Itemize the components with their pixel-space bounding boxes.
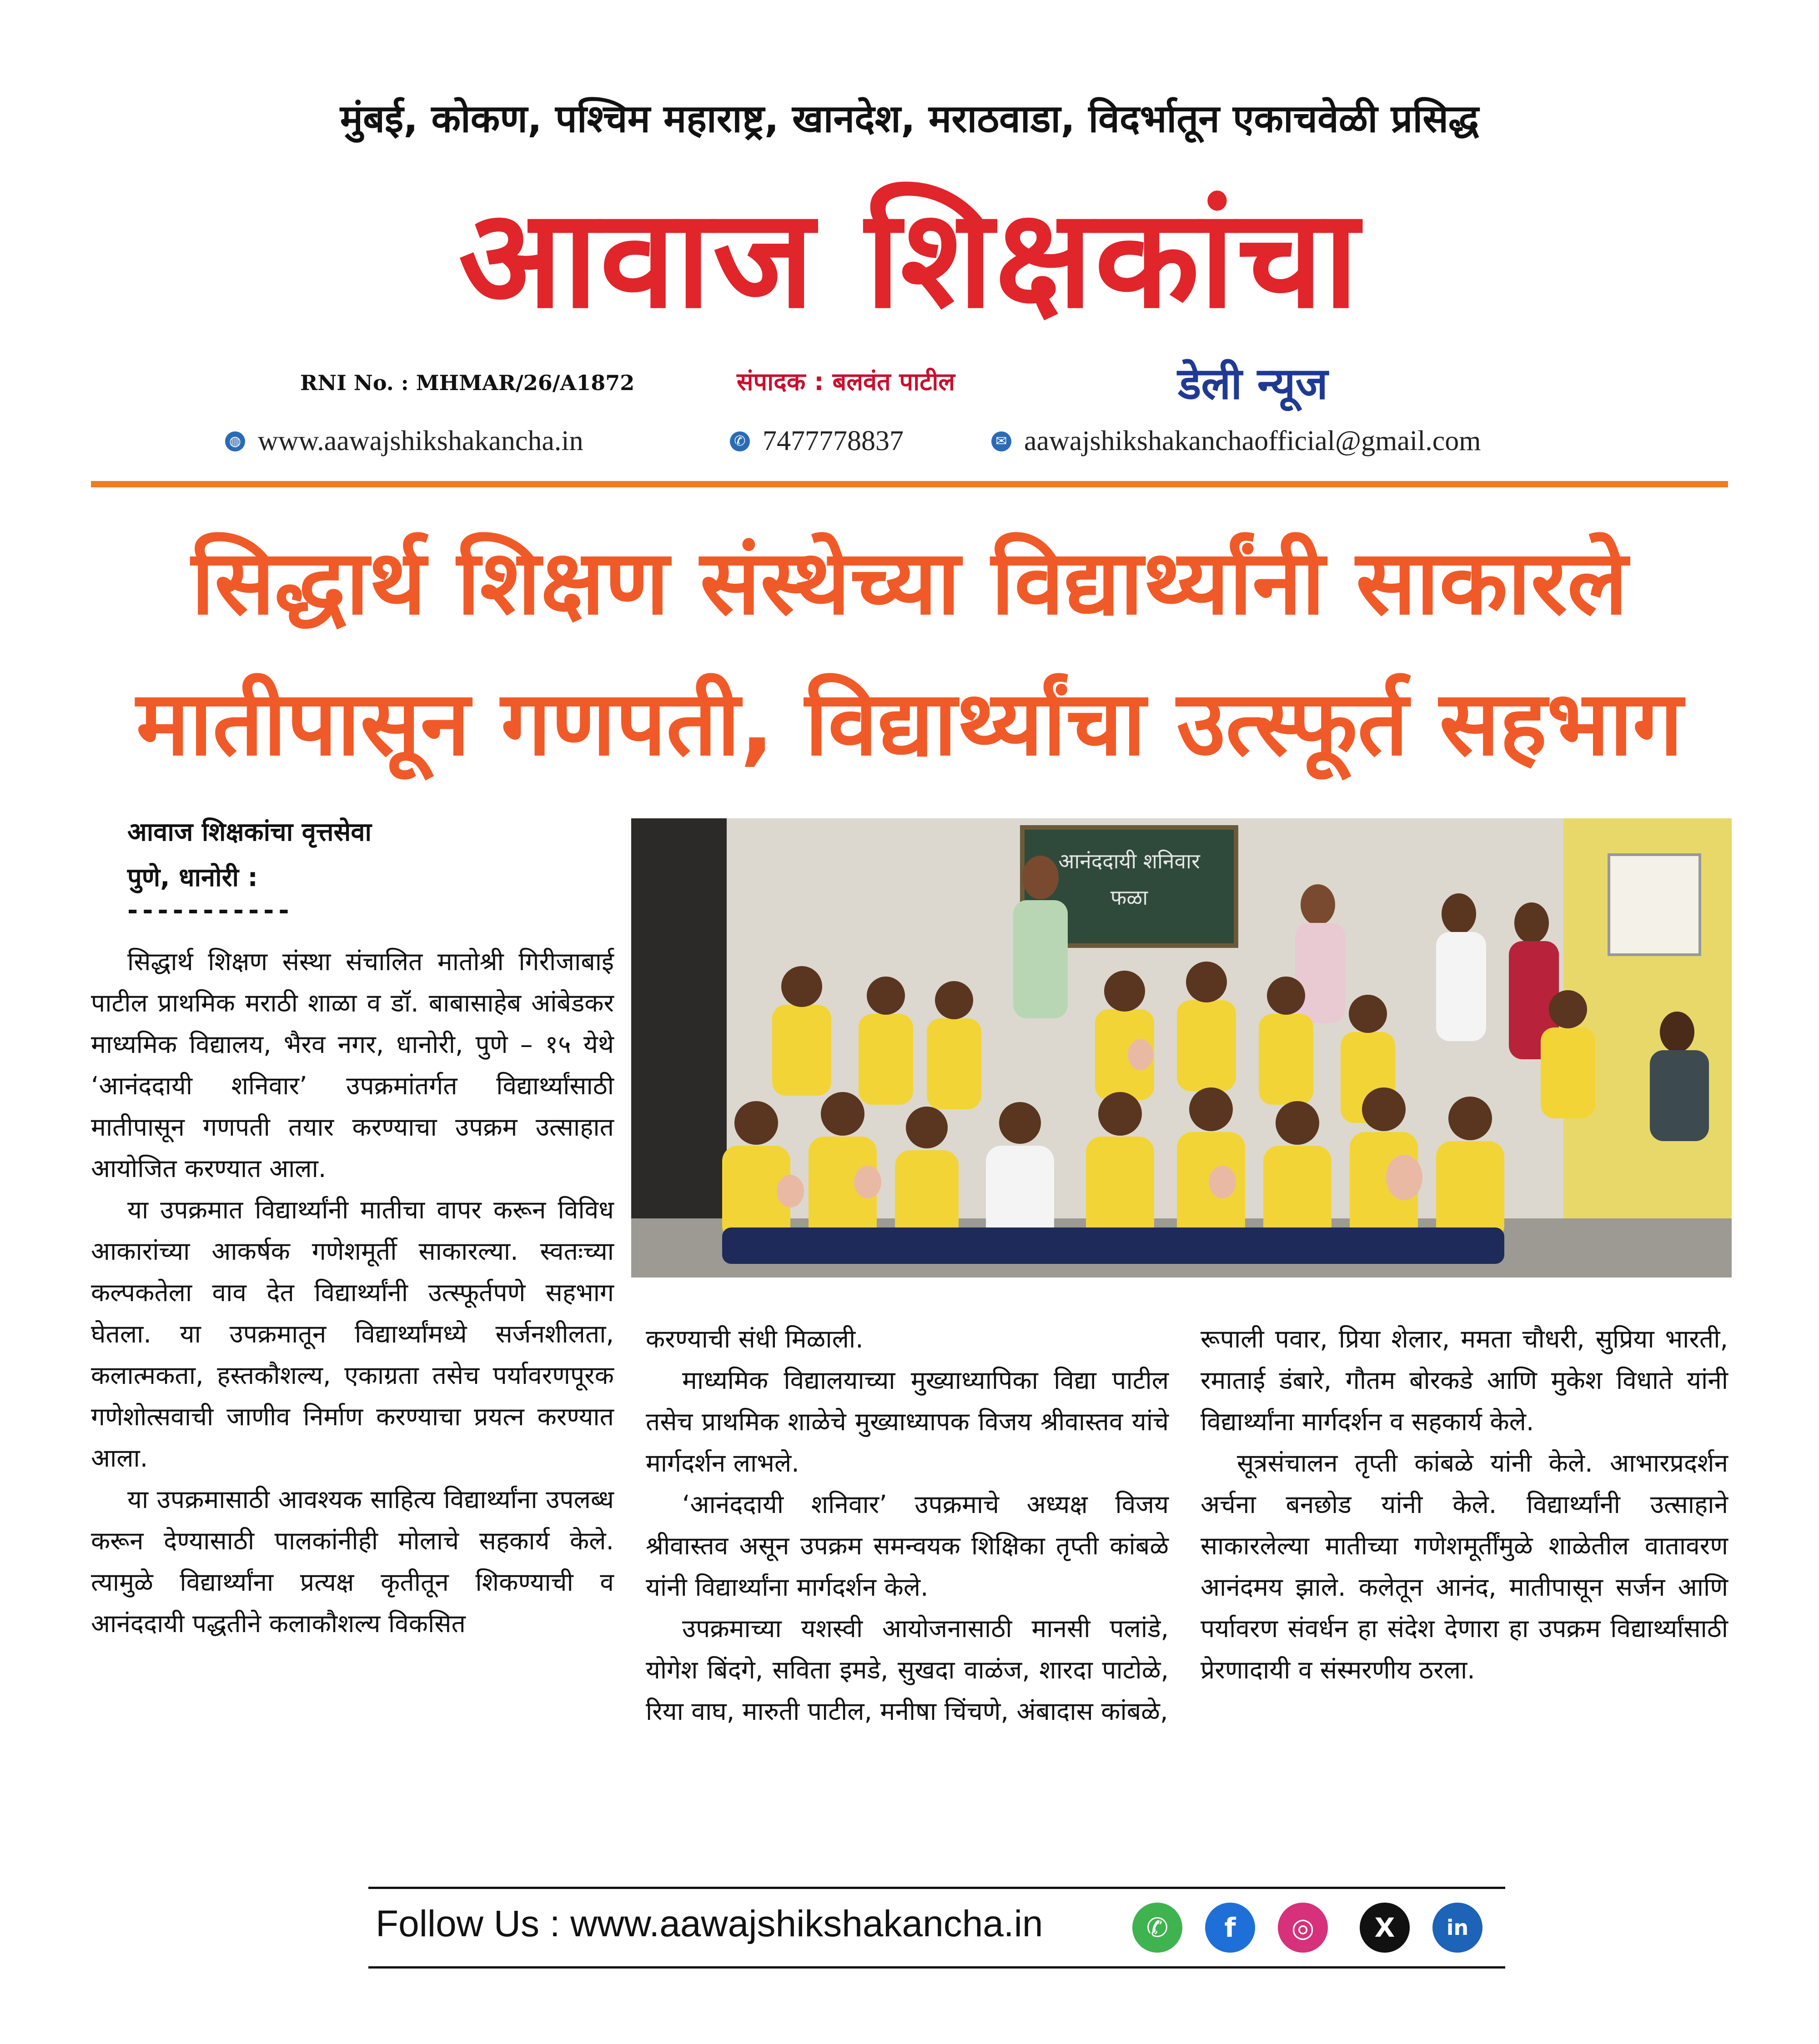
tagline: मुंबई, कोकण, पश्चिम महाराष्ट्र, खानदेश, मराठवाडा, विदर्भातून एकाचवेळी प्रसिद्ध <box>340 96 1479 141</box>
headline-line-2: मातीपासून गणपती, विद्यार्थ्यांचा उत्स्फूर्त सहभाग <box>136 672 1683 776</box>
masthead-title: आवाज शिक्षकांचा <box>458 180 1361 338</box>
paragraph: ‘आनंददायी शनिवार’ उपक्रमाचे अध्यक्ष विजय श्रीवास्तव असून उपक्रम समन्वयक शिक्षिका तृप्ती कांबळे यांनी विद्यार्थ्यांना मार्गदर्शन केले. <box>646 1490 1169 1602</box>
rni-number: RNI No. : MHMAR/26/A1872 <box>300 371 635 395</box>
headline-line-1: सिद्धार्थ शिक्षण संस्थेच्या विद्यार्थ्यांनी साकारले <box>191 531 1628 635</box>
x-icon[interactable]: X <box>1360 1903 1410 1953</box>
edition-label: डेली न्यूज <box>1178 358 1328 409</box>
paragraph: उपक्रमाच्या यशस्वी आयोजनासाठी मानसी पलांडे, योगेश बिंदगे, सविता इमडे, सुखदा वाळंज, शारदा पाटोळे, रिया वाघ, मारुती पाटील, मनीषा चिंचणे, अंबादास कांबळे, <box>646 1614 1169 1726</box>
header-divider <box>91 481 1728 487</box>
paragraph: करण्याची संधी मिळाली. <box>646 1324 864 1353</box>
email-contact[interactable] <box>991 425 1481 457</box>
phone-contact[interactable] <box>730 425 904 457</box>
editor-credit: संपादक : बलवंत पाटील <box>737 367 955 396</box>
article-column-2 <box>646 1318 1169 1732</box>
board-text-1: आनंददायी शनिवार <box>1058 849 1200 873</box>
globe-icon: ◍ <box>225 431 245 451</box>
article-column-3 <box>1201 1318 1728 1691</box>
dateline: पुणे, धानोरी : <box>127 863 258 892</box>
paragraph: या उपक्रमात विद्यार्थ्यांनी मातीचा वापर करून विविध आकारांच्या आकर्षक गणेशमूर्ती साकारल्या. स्वतःच्या कल्पकतेला वाव देत विद्यार्थ्यांनी उत्स्फूर्तपणे सहभाग घेतला. या उपक्रमातून विद्यार्थ्यांमध्ये सर्जनशीलता, कलात्मकता, हस्तकौशल्य, एकाग्रता तसेच पर्यावरणपूरक गणेशोत्सवाची जाणीव निर्माण करण्याचा प्रयत्न करण्यात आला. <box>91 1195 614 1473</box>
footer-top-rule <box>368 1887 1505 1889</box>
follow-us-text[interactable]: Follow Us : www.aawajshikshakancha.in <box>376 1903 1043 1944</box>
website-link[interactable]: www.aawajshikshakancha.in <box>258 426 583 456</box>
email-address[interactable]: aawajshikshakanchaofficial@gmail.com <box>1024 426 1481 456</box>
paragraph: रूपाली पवार, प्रिया शेलार, ममता चौधरी, सुप्रिया भारती, रमाताई डंबारे, गौतम बोरकडे आणि मुकेश विधाते यांनी विद्यार्थ्यांना मार्गदर्शन व सहकार्य केले. <box>1201 1324 1728 1436</box>
event-photo <box>631 818 1732 1278</box>
paragraph: या उपक्रमासाठी आवश्यक साहित्य विद्यार्थ्यांना उपलब्ध करून देण्यासाठी पालकांनीही मोलाचे सहकार्य केले. त्यामुळे विद्यार्थ्यांना प्रत्यक्ष कृतीतून शिकण्याची व आनंददायी पद्धतीने कलाकौशल्य विकसित <box>91 1485 614 1638</box>
facebook-icon[interactable]: f <box>1205 1903 1255 1953</box>
linkedin-icon[interactable]: in <box>1432 1903 1482 1953</box>
paragraph: माध्यमिक विद्यालयाच्या मुख्याध्यापिका विद्या पाटील तसेच प्राथमिक शाळेचे मुख्याध्यापक विजय श्रीवास्तव यांचे मार्गदर्शन लाभले. <box>646 1366 1169 1478</box>
board-text-2: फळा <box>1110 885 1148 910</box>
phone-icon: ✆ <box>730 431 750 451</box>
article-column-1 <box>91 941 614 1644</box>
phone-number[interactable]: 7477778837 <box>763 426 904 456</box>
byline: आवाज शिक्षकांचा वृत्तसेवा <box>127 817 372 847</box>
mail-icon: ✉ <box>991 431 1011 451</box>
instagram-icon[interactable]: ◎ <box>1278 1903 1328 1953</box>
paragraph: सिद्धार्थ शिक्षण संस्था संचालित मातोश्री गिरीजाबाई पाटील प्राथमिक मराठी शाळा व डॉ. बाबासाहेब आंबेडकर माध्यमिक विद्यालय, भैरव नगर, धानोरी, पुणे – १५ येथे ‘आनंददायी शनिवार’ उपक्रमांतर्गत विद्यार्थ्यांसाठी मातीपासून गणपती तयार करण्याचा उपक्रम उत्साहात आयोजित करण्यात आला. <box>91 947 614 1183</box>
website-contact[interactable] <box>225 425 583 457</box>
whatsapp-icon[interactable]: ✆ <box>1132 1903 1182 1953</box>
paragraph: सूत्रसंचालन तृप्ती कांबळे यांनी केले. आभारप्रदर्शन अर्चना बनछोड यांनी केले. विद्यार्थ्यांनी उत्साहाने साकारलेल्या मातीच्या गणेशमूर्तींमुळे शाळेतील वातावरण आनंदमय झाले. कलेतून आनंद, मातीपासून सर्जन आणि पर्यावरण संवर्धन हा संदेश देणारा हा उपक्रम विद्यार्थ्यांसाठी प्रेरणादायी व संस्मरणीय ठरला. <box>1201 1448 1728 1684</box>
footer-bottom-rule <box>368 1966 1505 1969</box>
dateline-separator: ----------- <box>127 896 294 925</box>
